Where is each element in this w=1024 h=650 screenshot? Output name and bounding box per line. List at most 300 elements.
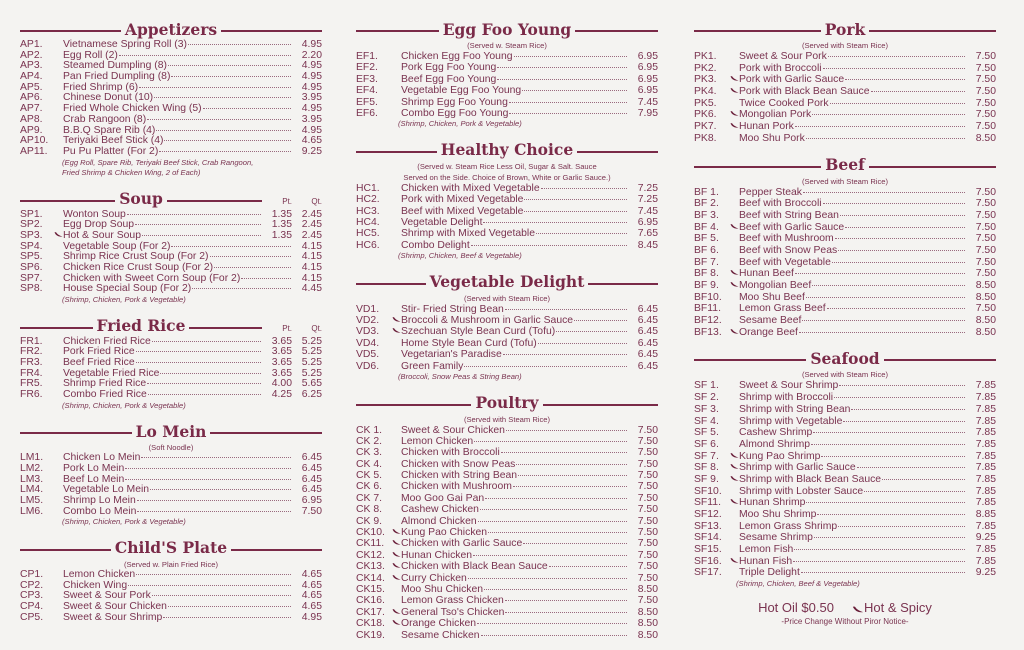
item-code: SF11. (694, 497, 721, 509)
dot-leader (135, 224, 261, 225)
item-price: 7.85 (975, 544, 996, 556)
item-code: AP3. (20, 60, 43, 72)
item-price: 7.50 (975, 221, 996, 233)
chili-pepper-icon (730, 223, 739, 230)
item-code: SF 3. (694, 403, 719, 415)
spacer (54, 496, 63, 503)
menu-item (356, 217, 658, 228)
item-price: 3.95 (301, 92, 322, 104)
spacer (54, 581, 63, 588)
item-name: Hunan Pork (739, 121, 794, 133)
menu-item (356, 481, 658, 492)
dot-leader (828, 56, 965, 57)
item-price: 7.65 (637, 228, 658, 240)
spacer (730, 258, 739, 265)
item-name: Steamed Dumpling (8) (63, 60, 167, 72)
item-name: Vegetable Delight (401, 217, 483, 229)
dot-leader (150, 489, 291, 490)
dot-leader (834, 397, 965, 398)
item-name: Hunan Shrimp (739, 497, 806, 509)
item-code: HC6. (356, 239, 380, 251)
heading-rule (694, 359, 806, 361)
item-price: 7.50 (975, 256, 996, 268)
menu-footer (694, 600, 996, 628)
item-name: Mongolian Beef (739, 280, 812, 291)
item-code: SF12. (694, 509, 722, 520)
item-price: 6.45 (301, 473, 322, 485)
menu-item (694, 233, 996, 245)
item-name: Chicken with String Bean (401, 470, 518, 482)
section-note: (Shrimp, Chicken, Pork & Vegetable) (62, 400, 186, 410)
spacer (392, 448, 401, 455)
item-code: CK 1. (356, 424, 382, 436)
item-price: 9.25 (975, 567, 996, 579)
item-name: Pork Egg Foo Young (401, 62, 497, 74)
item-price: 6.45 (637, 303, 658, 315)
item-price: 7.25 (637, 182, 658, 194)
section-title: Lo Mein (135, 421, 207, 441)
item-code: BF12. (694, 315, 722, 327)
item-name: Chicken Lo Mein (63, 452, 141, 464)
menu-item (356, 436, 658, 447)
item-price-pint: 1.35 (271, 229, 292, 241)
spacer (392, 109, 401, 116)
dot-leader (473, 555, 627, 556)
item-code: CK10. (356, 527, 385, 539)
section-title: Poultry (475, 393, 539, 413)
item-price: 6.95 (637, 73, 658, 85)
item-name: Vegetarian's Paradise (401, 349, 502, 361)
menu-item (20, 507, 322, 518)
spacer (392, 437, 401, 444)
item-name: Combo Egg Foo Young (401, 107, 509, 119)
item-price: 8.50 (975, 132, 996, 144)
item-name: Cashew Chicken (401, 504, 479, 516)
chili-pepper-icon (730, 557, 739, 564)
item-name: Lemon Chicken (401, 435, 474, 447)
menu-item (694, 133, 996, 145)
item-name: Sweet & Sour Chicken (401, 424, 505, 436)
section-subtitle: (Served with Steam Rice) (463, 293, 551, 303)
item-name: Beef with String Bean (739, 209, 839, 221)
dot-leader (845, 227, 965, 228)
item-price: 6.95 (637, 62, 658, 74)
dot-leader (505, 600, 627, 601)
spacer (392, 195, 401, 202)
item-code: EF1. (356, 51, 378, 62)
item-price: 7.50 (975, 209, 996, 221)
menu-item (694, 257, 996, 269)
heading-rule (694, 166, 821, 168)
heading-rule (167, 200, 262, 202)
item-code: SF 1. (694, 380, 719, 392)
menu-item (356, 97, 658, 108)
menu-item (694, 74, 996, 86)
spacer (392, 482, 401, 489)
item-price: 7.45 (637, 96, 658, 108)
dot-leader (814, 537, 965, 538)
dot-leader (480, 509, 627, 510)
item-code: EF6. (356, 107, 378, 119)
heading-rule (356, 404, 471, 406)
item-name: Fried Whole Chicken Wing (5) (63, 103, 202, 115)
item-code: CK13. (356, 561, 385, 573)
item-price: 4.45 (301, 283, 322, 295)
dot-leader (210, 256, 291, 257)
chili-pepper-icon (392, 608, 401, 615)
item-price-quart: 5.25 (301, 356, 322, 368)
item-code: CK 7. (356, 492, 382, 504)
spacer (730, 52, 739, 59)
spacer (54, 507, 63, 514)
menu-item (356, 527, 658, 538)
item-code: LM2. (20, 462, 44, 474)
item-code: VD1. (356, 303, 380, 315)
item-code: SF16. (694, 555, 722, 567)
menu-item (20, 602, 322, 613)
item-name: Mongolian Pork (739, 109, 812, 121)
spacer (54, 591, 63, 598)
chili-pepper-icon (730, 122, 739, 129)
item-name: Chicken with Garlic Sauce (401, 538, 523, 550)
spacer (54, 40, 63, 47)
dot-leader (839, 385, 965, 386)
menu-item (356, 573, 658, 584)
menu-item (356, 194, 658, 205)
chili-pepper-icon (852, 605, 864, 612)
item-name: Orange Chicken (401, 618, 477, 630)
item-price: 7.50 (975, 186, 996, 198)
spacer (730, 417, 739, 424)
item-price: 6.45 (301, 484, 322, 496)
dot-leader (838, 526, 965, 527)
item-code: BF 2. (694, 198, 719, 210)
item-code: CP3. (20, 590, 44, 602)
column-header: Pt. (282, 197, 293, 207)
item-code: BF 9. (694, 280, 719, 291)
item-name: Pork Lo Mein (63, 462, 125, 474)
item-name: Orange Beef (739, 326, 798, 338)
item-name: Home Style Bean Curd (Tofu) (401, 337, 537, 349)
item-price: 7.50 (637, 435, 658, 447)
dot-leader (136, 362, 261, 363)
item-price: 7.50 (637, 492, 658, 504)
spacer (54, 61, 63, 68)
section-heading (356, 392, 658, 414)
item-code: LM5. (20, 494, 44, 506)
dot-leader (840, 215, 965, 216)
dot-leader (802, 320, 965, 321)
item-name: Sweet & Sour Pork (739, 51, 827, 62)
item-code: CK 5. (356, 470, 382, 482)
item-code: CK14. (356, 572, 385, 584)
item-price: 7.50 (637, 481, 658, 493)
menu-section (356, 18, 658, 130)
menu-item (356, 108, 658, 119)
dot-leader (838, 250, 965, 251)
dot-leader (871, 91, 965, 92)
section-heading (356, 271, 658, 293)
menu-section (694, 18, 996, 145)
chili-pepper-icon (730, 463, 739, 470)
heading-rule (210, 432, 322, 434)
item-code: BF10. (694, 291, 722, 303)
item-name: Teriyaki Beef Stick (4) (63, 135, 164, 147)
menu-item (694, 497, 996, 509)
item-code: CK16. (356, 595, 385, 607)
dot-leader (795, 126, 965, 127)
item-code: PK7. (694, 121, 717, 133)
menu-item (356, 304, 658, 315)
item-price: 7.85 (975, 415, 996, 427)
spacer (730, 405, 739, 412)
item-name: Beef with Garlic Sauce (739, 221, 845, 233)
chili-pepper-icon (730, 75, 739, 82)
item-code: VD5. (356, 349, 380, 361)
menu-item (20, 464, 322, 475)
dot-leader (793, 561, 965, 562)
dot-leader (171, 246, 291, 247)
dot-leader (524, 211, 627, 212)
dot-leader (168, 65, 291, 66)
section-heading (694, 347, 996, 369)
dot-leader (142, 235, 261, 236)
item-name: Chicken with Snow Peas (401, 458, 516, 470)
item-code: SF 4. (694, 415, 719, 427)
item-name: B.B.Q Spare Rib (4) (63, 124, 156, 136)
item-name: Hunan Beef (739, 268, 794, 280)
item-name: Pepper Steak (739, 186, 802, 198)
item-price-quart: 2.45 (301, 229, 322, 241)
section-heading (20, 315, 322, 337)
item-name: Beef with Snow Peas (739, 244, 838, 256)
item-price: 7.50 (637, 504, 658, 516)
section-heading (20, 18, 322, 40)
menu-item (694, 509, 996, 521)
spacer (54, 220, 63, 227)
item-code: LM6. (20, 505, 44, 517)
chili-pepper-icon (730, 281, 739, 288)
section-subtitle: Served on the Side. Choice of Brown, White or Garlic Sauce.) (403, 172, 611, 182)
item-name: Cashew Shrimp (739, 427, 813, 439)
item-name: Triple Delight (739, 567, 800, 579)
item-price: 4.95 (301, 611, 322, 623)
spacer (54, 252, 63, 259)
menu-item (356, 595, 658, 606)
dot-leader (509, 113, 627, 114)
item-price: 4.65 (301, 579, 322, 591)
item-price: 7.50 (637, 561, 658, 573)
item-code: VD6. (356, 360, 380, 372)
spacer (54, 136, 63, 143)
item-name: Hunan Chicken (401, 549, 473, 561)
spacer (392, 98, 401, 105)
dot-leader (137, 511, 291, 512)
item-price: 6.45 (637, 315, 658, 327)
item-code: PK4. (694, 86, 717, 98)
spacer (54, 390, 63, 397)
item-price: 6.45 (637, 360, 658, 372)
spacer (392, 631, 401, 638)
item-price: 7.50 (637, 572, 658, 584)
item-code: SP1. (20, 208, 43, 220)
item-price: 4.95 (301, 39, 322, 50)
item-name: Chicken with Sweet Corn Soup (For 2) (63, 272, 241, 284)
chili-pepper-icon (54, 231, 63, 238)
spacer (730, 293, 739, 300)
spacer (730, 304, 739, 311)
item-name: Pork with Garlic Sauce (739, 74, 845, 86)
heading-rule (869, 30, 996, 32)
item-name: Shrimp with Mixed Vegetable (401, 228, 535, 240)
item-price: 6.95 (637, 217, 658, 229)
item-code: VD3. (356, 326, 380, 338)
menu-item (694, 210, 996, 222)
dot-leader (192, 288, 291, 289)
item-code: BF 5. (694, 233, 719, 245)
item-price-pint: 1.35 (271, 208, 292, 220)
dot-leader (812, 114, 965, 115)
chili-pepper-icon (730, 110, 739, 117)
item-name: Beef Lo Mein (63, 473, 125, 485)
spacer (392, 350, 401, 357)
item-name: Beef with Mushroom (739, 233, 834, 245)
spacer (730, 188, 739, 195)
menu-column-left (20, 18, 322, 632)
menu-item (20, 284, 322, 295)
spacer (730, 428, 739, 435)
item-price: 7.50 (301, 505, 322, 517)
item-price: 7.50 (975, 62, 996, 74)
menu-item (356, 51, 658, 62)
dot-leader (843, 421, 965, 422)
spacer (730, 545, 739, 552)
item-name: Chicken Rice Crust Soup (For 2) (63, 262, 214, 273)
menu-item (694, 315, 996, 327)
item-price: 7.50 (637, 458, 658, 470)
menu-section (20, 420, 322, 528)
item-name: Beef with Vegetable (739, 256, 831, 268)
dot-leader (514, 56, 628, 57)
item-price: 7.50 (637, 424, 658, 436)
spacer (54, 263, 63, 270)
item-name: Twice Cooked Pork (739, 97, 829, 109)
spacer (54, 147, 63, 154)
spacer (54, 485, 63, 492)
dot-leader (147, 119, 291, 120)
item-name: Szechuan Style Bean Curd (Tofu) (401, 326, 556, 338)
dot-leader (845, 79, 965, 80)
dot-leader (147, 383, 261, 384)
spacer (392, 75, 401, 82)
section-subtitle: (Served with Steam Rice) (463, 414, 551, 424)
spacer (392, 218, 401, 225)
item-price: 7.50 (975, 74, 996, 86)
item-price: 6.45 (637, 337, 658, 349)
dot-leader (488, 532, 627, 533)
item-name: Shrimp with Garlic Sauce (739, 462, 856, 474)
dot-leader (823, 68, 965, 69)
menu-item (694, 86, 996, 98)
item-code: PK1. (694, 51, 717, 62)
heading-rule (884, 359, 996, 361)
item-price-pint: 3.65 (271, 356, 292, 368)
item-name: Vegetable Soup (For 2) (63, 240, 171, 252)
item-code: SF 9. (694, 473, 719, 485)
item-price: 6.95 (637, 85, 658, 97)
section-subtitle: (Served with Steam Rice) (801, 41, 889, 50)
chili-pepper-icon (392, 619, 401, 626)
dot-leader (128, 585, 291, 586)
dot-leader (536, 233, 627, 234)
spacer (54, 613, 63, 620)
item-code: BF11. (694, 303, 721, 315)
item-price: 8.50 (637, 584, 658, 595)
dot-leader (801, 572, 965, 573)
item-code: EF3. (356, 73, 378, 85)
item-name: Shrimp Lo Mein (63, 494, 136, 506)
spacer (54, 369, 63, 376)
item-code: SF 7. (694, 450, 719, 462)
section-title: Child'S Plate (114, 538, 228, 558)
item-name: Moo Shu Beef (739, 291, 805, 303)
menu-item (694, 109, 996, 121)
spacer (392, 517, 401, 524)
item-name: Combo Delight (401, 239, 470, 251)
item-code: LM4. (20, 484, 44, 496)
item-price: 8.50 (637, 629, 658, 641)
item-code: LM3. (20, 473, 44, 485)
section-heading (356, 18, 658, 40)
item-price: 7.95 (637, 107, 658, 119)
chili-pepper-icon (392, 551, 401, 558)
item-code: BF13. (694, 326, 722, 338)
dot-leader (524, 199, 627, 200)
item-code: PK2. (694, 62, 717, 74)
spacer (54, 453, 63, 460)
item-name: Fried Shrimp (6) (63, 81, 139, 93)
menu-section (20, 537, 322, 623)
dot-leader (171, 76, 291, 77)
item-name: Vegetable Egg Foo Young (401, 85, 522, 97)
menu-item (356, 361, 658, 372)
spacer (730, 440, 739, 447)
dot-leader (811, 444, 965, 445)
section-title: Beef (825, 155, 865, 174)
item-name: Moo Shu Chicken (401, 584, 484, 595)
spacer (730, 568, 739, 575)
item-price: 7.85 (975, 392, 996, 404)
menu-item (694, 222, 996, 234)
item-price: 7.85 (975, 380, 996, 392)
spacer (730, 381, 739, 388)
item-code: HC1. (356, 182, 380, 194)
dot-leader (864, 491, 965, 492)
item-code: AP6. (20, 92, 43, 104)
menu-item (694, 451, 996, 463)
menu-section (356, 392, 658, 641)
section-subtitle: (Served w. Steam Rice) (467, 41, 547, 50)
heading-rule (577, 151, 658, 153)
item-code: PK6. (694, 109, 717, 121)
chili-pepper-icon (392, 327, 401, 334)
spacer (392, 305, 401, 312)
menu-item (356, 240, 658, 251)
spacer (54, 210, 63, 217)
dot-leader (471, 245, 627, 246)
menu-item (356, 62, 658, 73)
chili-pepper-icon (730, 328, 739, 335)
